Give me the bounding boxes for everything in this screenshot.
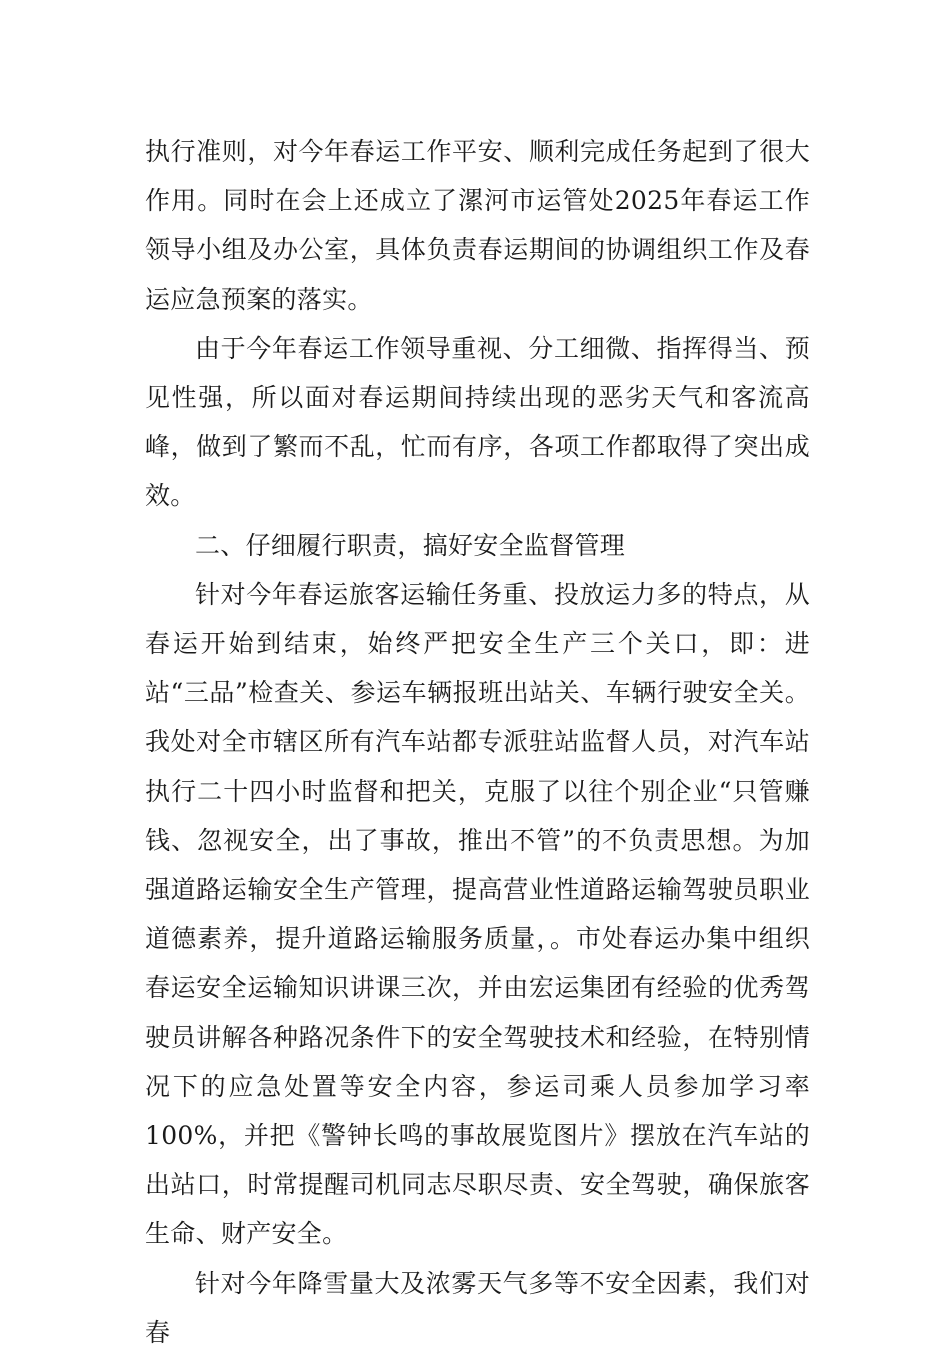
paragraph-continuation: 执行准则，对今年春运工作平安、顺利完成任务起到了很大作用。同时在会上还成立了漯河市运管处2025年春运工作领导小组及办公室，具体负责春运期间的协调组织工作及春运应急预案的落实。 <box>145 137 810 314</box>
document-body <box>145 127 810 1357</box>
paragraph-safety-supervision: 针对今年春运旅客运输任务重、投放运力多的特点，从春运开始到结束，始终严把安全生产三个关口，即：进站“三品”检查关、参运车辆报班出站关、车辆行驶安全关。我处对全市辖区所有汽车站都专派驻站监督人员，对汽车站执行二十四小时监督和把关，克服了以往个别企业“只管赚钱、忽视安全，出了事故，推出不管”的不负责思想。为加强道路运输安全生产管理，提高营业性道路运输驾驶员职业道德素养，提升道路运输服务质量，。市处春运办集中组织春运安全运输知识讲课三次，并由宏运集团有经验的优秀驾驶员讲解各种路况条件下的安全驾驶技术和经验，在特别情况下的应急处置等安全内容，参运司乘人员参加学习率100%，并把《警钟长鸣的事故展览图片》摆放在汽车站的出站口，时常提醒司机同志尽职尽责、安全驾驶，确保旅客生命、财产安全。 <box>145 579 810 1249</box>
paragraph-leadership-summary: 由于今年春运工作领导重视、分工细微、指挥得当、预见性强，所以面对春运期间持续出现的恶劣天气和客流高峰，做到了繁而不乱，忙而有序，各项工作都取得了突出成效。 <box>145 333 810 511</box>
paragraph-weather-measures: 针对今年降雪量大及浓雾天气多等不安全因素，我们对春 <box>145 1268 810 1347</box>
section-heading: 二、仔细履行职责，搞好安全监督管理 <box>195 530 626 560</box>
